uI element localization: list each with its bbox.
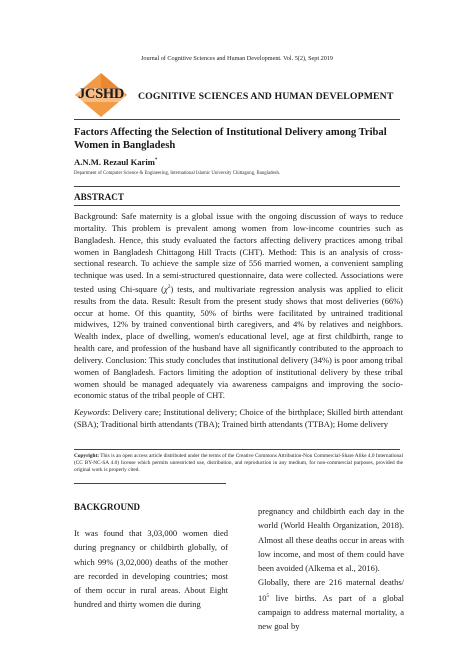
author-affiliation: Department of Computer Science & Engineering, International Islamic University Chittagong, Bangladesh. xyxy=(74,171,281,176)
background-right-column xyxy=(258,504,404,634)
background-right-text: pregnancy and childbirth each day in the world (World Health Organization, 2018). Almost all these deaths occur in areas with low income, and most of them could have been avoided (Alkema et al., 2016). xyxy=(258,506,404,574)
background-left-column xyxy=(74,502,228,612)
journal-header-line: Journal of Cognitive Sciences and Human Development. Vol. 5(2), Sept 2019 xyxy=(140,55,334,62)
background-heading: BACKGROUND xyxy=(74,502,141,512)
author-name: A.N.M. Rezaul Karim* xyxy=(74,157,158,167)
copyright-top-rule xyxy=(74,449,400,450)
abstract-heading-rule xyxy=(74,205,400,206)
keywords-label: Keywords xyxy=(74,407,108,417)
article-title: Factors Affecting the Selection of Institutional Delivery among Tribal Women in Bangladesh xyxy=(74,127,387,151)
abstract-text: Background: Safe maternity is a global issue with the ongoing discussion of ways to reduce mortality. This problem is prevalent among women from low-income countries such as Bangladesh. Hence, this study evaluated the factors affecting delivery practices among tribal women in Bangladesh Chittagong Hill Tracts (CHT). Method: This is an analysis of cross-sectional research. To achieve the sample size of 556 married women, a convenient sampling technique was used. In a semi-structured questionnaire, data were collected. Associations were tested using Chi-square $(\chi^2)$ tests, and multivariate regression analysis was applied to elicit results from the data. Result: Result from the present study shows that most deliveries (66%) occur at home. Of this quantity, 50% of births were facilitated by untrained traditional midwives, 12% by trained conventional birth caregivers, and 4% by relatives and neighbors. Wealth index, place of dwelling, women's educational level, age at first childbirth, range to health care, and profession of the husband have all significantly contributed to the approach to delivery. Conclusion: This study concludes that institutional delivery (34%) is poor among tribal women of Bangladesh. Factors limiting the adoption of institutional delivery by these tribal women should be managed adequately via awareness campaigns and improving the socio-economic status of the tribal people of CHT. xyxy=(74,211,403,401)
author-mark: * xyxy=(154,158,158,164)
journal-logo xyxy=(74,72,128,118)
header-rule xyxy=(74,119,400,120)
background-top-rule xyxy=(74,483,226,484)
background-right-text-2: Globally, there are 216 maternal deaths/ $10^5$ live births. As part of a global campaign to address maternal mortality, a new goal by xyxy=(258,577,404,632)
journal-name: COGNITIVE SCIENCES AND HUMAN DEVELOPMENT xyxy=(138,91,394,102)
abstract-heading: ABSTRACT xyxy=(74,192,125,202)
background-left-text: It was found that 3,03,000 women died during pregnancy or childbirth globally, of which 99% (3,02,000) deaths of the mother are recorded in developing countries; most of them occur in rural areas. About Eight hundred and thirty women die during xyxy=(74,528,228,610)
logo-text: JCSHD xyxy=(77,86,125,102)
keywords: Keywords: Delivery care; Institutional delivery; Choice of the birthplace; Skilled birth attendant (SBA); Traditional birth attendants (TBA); Trained birth attendants (TTBA); Home delivery xyxy=(74,407,403,429)
abstract-top-rule xyxy=(74,186,400,187)
copyright-notice: Copyright: This is an open access article distributed under the terms of the Creative Commons Attribution-Non Commercial-Share Alike 4.0 International (CC BY-NC-SA 4.0) license which permits unrestricted use, distribution, and reproduction in any medium, for non-commercial purposes, provided the original work is properly cited. xyxy=(74,453,403,473)
